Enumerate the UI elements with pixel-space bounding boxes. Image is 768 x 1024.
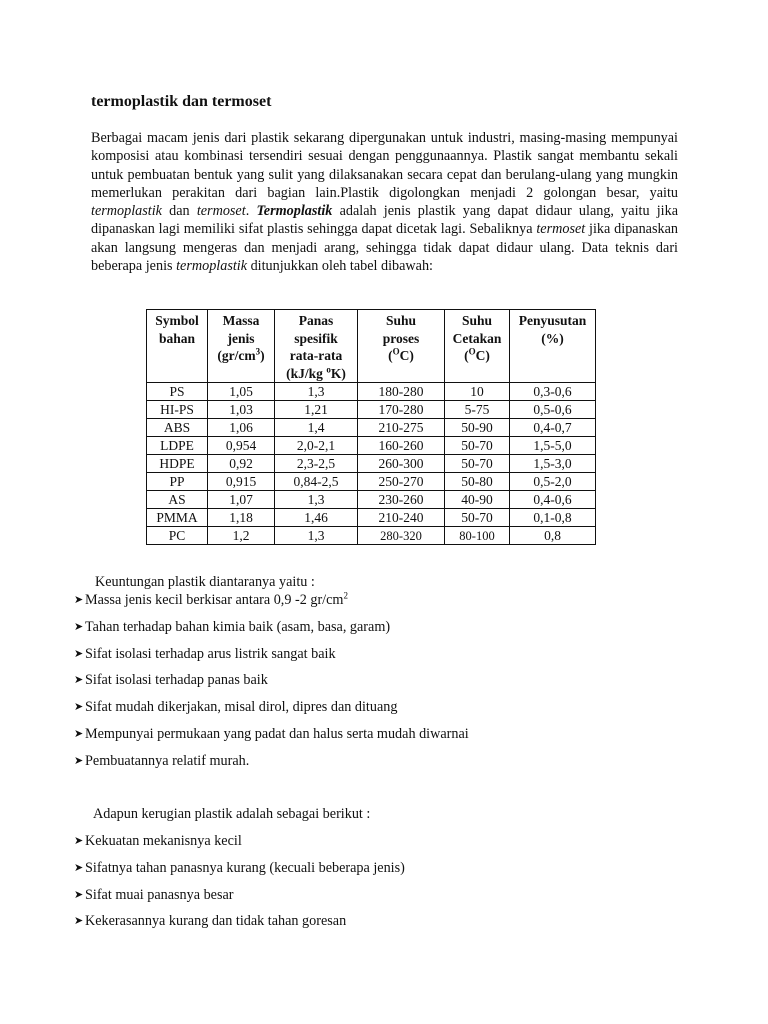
table-cell: 1,3: [275, 491, 358, 509]
arrowhead-bullet-icon: ➤: [74, 673, 84, 687]
table-cell: 2,3-2,5: [275, 455, 358, 473]
arrowhead-bullet-icon: ➤: [74, 619, 84, 633]
header-line: jenis: [227, 330, 255, 346]
table-cell: 1,21: [275, 401, 358, 419]
header-line: rata-rata: [289, 348, 343, 363]
table-cell: 0,1-0,8: [510, 509, 596, 527]
table-header-row: [147, 310, 596, 383]
table-cell: 1,18: [208, 509, 275, 527]
table-cell: 260-300: [358, 455, 445, 473]
list-item-text: Sifat isolasi terhadap arus listrik sangat baik: [85, 645, 336, 662]
list-item: [74, 591, 469, 618]
paragraph-run: Berbagai macam jenis dari plastik sekarang dipergunakan untuk industri, masing-masing mempunyai komposisi atau kombinasi tersendiri sesuai dengan penggunaannya. Plastik sangat membantu sekali untuk pembuatan bentuk yang sulit yang dilaksanakan secara cepat dan berulang-ulang yang mungkin memerlukan perakitan dari bagian lain.Plastik digolongkan menjadi 2 golongan besar, yaitu: [91, 130, 678, 201]
list-item: [74, 725, 469, 752]
advantages-intro: Keuntungan plastik diantaranya yaitu :: [95, 574, 315, 590]
list-item-text: Sifat mudah dikerjakan, misal dirol, dipres dan dituang: [85, 699, 398, 716]
table-cell: 0,5-2,0: [510, 473, 596, 491]
arrowhead-bullet-icon: ➤: [74, 914, 84, 928]
paragraph-run: termoset: [196, 203, 246, 220]
table-row: [147, 473, 596, 491]
list-item-text: Pembuatannya relatif murah.: [85, 752, 250, 769]
table-cell: PMMA: [147, 509, 208, 527]
header-line: Penyusutan: [518, 313, 587, 328]
table-cell: 1,5-3,0: [510, 455, 596, 473]
list-item: [74, 618, 469, 645]
table-cell: 10: [445, 383, 510, 401]
table-cell: HDPE: [147, 455, 208, 473]
header-superscript: 3: [255, 346, 261, 357]
table-cell: AS: [147, 491, 208, 509]
arrowhead-bullet-icon: ➤: [74, 700, 84, 714]
table-cell: PS: [147, 383, 208, 401]
table-cell: 50-70: [445, 509, 510, 527]
header-line: Symbol: [155, 313, 199, 328]
header-line: Suhu: [385, 313, 417, 328]
table-cell: 1,5-5,0: [510, 437, 596, 455]
list-item: [74, 832, 405, 859]
paragraph-run: termoplastik: [176, 258, 248, 275]
arrowhead-bullet-icon: ➤: [74, 834, 84, 847]
header-line: spesifik: [294, 330, 338, 346]
header-line-end: ): [260, 348, 265, 363]
paragraph-run: Termoplastik: [256, 203, 333, 220]
list-item: [74, 671, 469, 698]
paragraph-run: dan: [161, 203, 197, 220]
paragraph-run: ditunjukkan oleh tabel dibawah:: [247, 258, 433, 275]
header-line-end: K): [330, 365, 346, 381]
table-row: [147, 383, 596, 401]
disadvantages-list: [74, 832, 405, 939]
header-line: (: [388, 348, 393, 363]
list-item-text: Kekuatan mekanisnya kecil: [85, 833, 242, 849]
list-item-text: Sifat muai panasnya besar: [85, 886, 234, 903]
list-item: [74, 886, 405, 913]
list-item-text: Tahan terhadap bahan kimia baik (asam, basa, garam): [85, 618, 391, 635]
table-cell: PP: [147, 473, 208, 491]
list-item-superscript: 2: [343, 590, 348, 601]
list-item: [74, 859, 405, 886]
table-cell: 170-280: [358, 401, 445, 419]
list-item-text: Mempunyai permukaan yang padat dan halus serta mudah diwarnai: [85, 725, 469, 742]
table-cell: 50-80: [445, 473, 510, 491]
intro-paragraph: [91, 129, 678, 275]
table-cell: 160-260: [358, 437, 445, 455]
table-cell: 1,03: [208, 401, 275, 419]
header-line: Suhu: [461, 313, 493, 328]
table-row: [147, 527, 596, 545]
arrowhead-bullet-icon: ➤: [74, 887, 84, 901]
table-header-cell: [275, 310, 358, 383]
table-cell: 50-70: [445, 455, 510, 473]
table-cell: 0,5-0,6: [510, 401, 596, 419]
table-cell: 1,46: [275, 509, 358, 527]
paragraph-run: adalah jenis plastik yang dapat didaur ulang, yaitu jika dipanaskan lagi memiliki sifat plastis sehingga dapat dicetak lagi. Sebaliknya: [91, 203, 679, 238]
header-line: Massa: [222, 313, 260, 328]
header-line-end: C): [475, 348, 490, 363]
table-row: [147, 455, 596, 473]
table-cell: 0,3-0,6: [510, 383, 596, 401]
table-cell: 5-75: [445, 401, 510, 419]
list-item-text: Kekerasannya kurang dan tidak tahan goresan: [85, 913, 347, 930]
header-line: (: [464, 348, 469, 363]
header-superscript: o: [326, 364, 331, 374]
table-cell: LDPE: [147, 437, 208, 455]
table-header-cell: [147, 310, 208, 383]
table-cell: 0,915: [208, 473, 275, 491]
header-line: Cetakan: [452, 330, 502, 346]
table-row: [147, 437, 596, 455]
list-item: [74, 645, 469, 672]
table-row: [147, 401, 596, 419]
table-cell: 0,84-2,5: [275, 473, 358, 491]
table-cell: 1,3: [275, 527, 358, 545]
table-cell: 1,3: [275, 383, 358, 401]
table-cell: ABS: [147, 419, 208, 437]
table-row: [147, 509, 596, 527]
list-item-text: Sifat isolasi terhadap panas baik: [85, 672, 268, 689]
table-cell: 0,8: [510, 527, 596, 545]
arrowhead-bullet-icon: ➤: [74, 646, 84, 660]
table-cell: 50-70: [445, 437, 510, 455]
header-superscript: O: [392, 346, 400, 357]
header-line-end: C): [399, 348, 414, 363]
table-header-cell: [510, 310, 596, 383]
header-line: (gr/cm: [217, 348, 256, 363]
list-item: [74, 912, 405, 939]
arrowhead-bullet-icon: ➤: [74, 860, 84, 874]
table-cell: 250-270: [358, 473, 445, 491]
table-row: [147, 491, 596, 509]
table-body: [147, 383, 596, 545]
table-cell: 0,92: [208, 455, 275, 473]
document-title: termoplastik dan termoset: [91, 93, 272, 110]
paragraph-run: jika dipanaskan akan langsung mengeras dan menjadi arang, sehingga tidak dapat didaur ulang. Data teknis dari beberapa jenis: [91, 221, 678, 275]
list-item-text: Sifatnya tahan panasnya kurang (kecuali beberapa jenis): [85, 859, 405, 876]
table-cell: 280-320: [358, 527, 445, 545]
table-row: [147, 419, 596, 437]
table-cell: 0,4-0,6: [510, 491, 596, 509]
table-cell: 210-275: [358, 419, 445, 437]
table-cell: 210-240: [358, 509, 445, 527]
table-header-cell: [445, 310, 510, 383]
table-cell: 180-280: [358, 383, 445, 401]
table-cell: HI-PS: [147, 401, 208, 419]
table-cell: 1,07: [208, 491, 275, 509]
list-item-text: Massa jenis kecil berkisar antara 0,9 -2 gr/cm: [85, 592, 344, 608]
paragraph-run: termoset: [536, 221, 586, 238]
table-cell: 0,954: [208, 437, 275, 455]
table-cell: 1,4: [275, 419, 358, 437]
arrowhead-bullet-icon: ➤: [74, 593, 84, 606]
paragraph-run: termoplastik: [91, 203, 162, 220]
arrowhead-bullet-icon: ➤: [74, 726, 84, 740]
list-item: [74, 698, 469, 725]
table-cell: 80-100: [445, 527, 510, 545]
table-header-cell: [358, 310, 445, 383]
table-cell: 50-90: [445, 419, 510, 437]
table-cell: 1,06: [208, 419, 275, 437]
table-cell: PC: [147, 527, 208, 545]
table-cell: 1,05: [208, 383, 275, 401]
advantages-list: [74, 591, 469, 779]
disadvantages-intro: Adapun kerugian plastik adalah sebagai berikut :: [93, 806, 371, 822]
table-cell: 230-260: [358, 491, 445, 509]
header-line: Panas: [298, 313, 334, 328]
thermoplastic-data-table: [146, 309, 596, 545]
header-line: (%): [541, 330, 564, 346]
paragraph-run: .: [245, 203, 257, 220]
header-line: bahan: [158, 330, 196, 346]
header-line: (kJ/kg: [286, 365, 327, 381]
table-cell: 40-90: [445, 491, 510, 509]
header-superscript: O: [468, 346, 476, 357]
table-cell: 2,0-2,1: [275, 437, 358, 455]
list-item: [74, 752, 469, 779]
table-cell: 1,2: [208, 527, 275, 545]
arrowhead-bullet-icon: ➤: [74, 753, 84, 767]
table-header-cell: [208, 310, 275, 383]
table-cell: 0,4-0,7: [510, 419, 596, 437]
header-line: proses: [382, 330, 420, 346]
